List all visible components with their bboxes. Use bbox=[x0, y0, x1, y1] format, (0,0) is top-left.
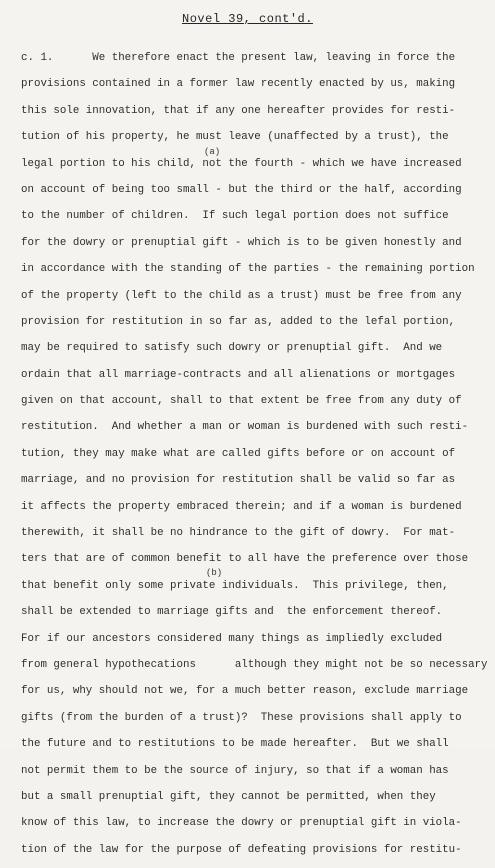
text-line: tution, they may make what are called gifts before or on account of bbox=[21, 447, 456, 460]
text-line: not permit them to be the source of injury, so that if a woman has bbox=[21, 764, 449, 777]
text-line: provision for restitution in so far as, added to the lefal portion, bbox=[21, 315, 456, 328]
body-text bbox=[21, 50, 488, 868]
text-line: marriage, and no provision for restitution shall be valid so far as bbox=[21, 474, 456, 487]
text-line: shall be extended to marriage gifts and the enforcement thereof. bbox=[21, 606, 443, 619]
text-line: this sole innovation, that if any one hereafter provides for resti- bbox=[21, 104, 456, 117]
text-line: to the number of children. If such legal portion does not suffice bbox=[21, 210, 449, 223]
text-line: legal portion to his child, not the fourth - which we have increased bbox=[21, 157, 462, 170]
page-title: Novel 39, cont'd. bbox=[182, 12, 313, 26]
text-line: in accordance with the standing of the parties - the remaining portion bbox=[21, 263, 475, 276]
text-line: it affects the property embraced therein; and if a woman is burdened bbox=[21, 500, 462, 513]
text-line: for the dowry or prenuptial gift - which is to be given honestly and bbox=[21, 236, 462, 249]
text-line: from general hypothecations although they might not be so necessary bbox=[21, 658, 488, 671]
text-line: ters that are of common benefit to all have the preference over those bbox=[21, 553, 469, 566]
footnote-mark-b: (b) bbox=[206, 568, 223, 578]
text-line: for us, why should not we, for a much better reason, exclude marriage bbox=[21, 685, 469, 698]
text-line: therewith, it shall be no hindrance to the gift of dowry. For mat- bbox=[21, 527, 456, 540]
text-line: restitution. And whether a man or woman is burdened with such resti- bbox=[21, 421, 469, 434]
text-line: For if our ancestors considered many things as impliedly excluded bbox=[21, 632, 443, 645]
text-line: of the property (left to the child as a trust) must be free from any bbox=[21, 289, 462, 302]
text-line: tution of his property, he must leave (unaffected by a trust), the bbox=[21, 131, 449, 144]
text-line: that benefit only some private individuals. This privilege, then, bbox=[21, 579, 449, 592]
text-line: tion of the law for the purpose of defeating provisions for restitu- bbox=[21, 843, 462, 856]
footnote-mark-a: (a) bbox=[204, 147, 221, 157]
text-line: ordain that all marriage-contracts and all alienations or mortgages bbox=[21, 368, 456, 381]
text-line: but a small prenuptial gift, they cannot be permitted, when they bbox=[21, 790, 436, 803]
text-line: may be required to satisfy such dowry or prenuptial gift. And we bbox=[21, 342, 443, 355]
text-line: on account of being too small - but the third or the half, according bbox=[21, 183, 462, 196]
text-line: provisions contained in a former law recently enacted by us, making bbox=[21, 78, 456, 91]
text-line: c. 1. We therefore enact the present law, leaving in force the bbox=[21, 52, 456, 64]
text-line: know of this law, to increase the dowry or prenuptial gift in viola- bbox=[21, 817, 462, 830]
text-line: the future and to restitutions to be made hereafter. But we shall bbox=[21, 738, 449, 751]
text-line: gifts (from the burden of a trust)? These provisions shall apply to bbox=[21, 711, 462, 724]
text-line: given on that account, shall to that extent be free from any duty of bbox=[21, 395, 462, 408]
